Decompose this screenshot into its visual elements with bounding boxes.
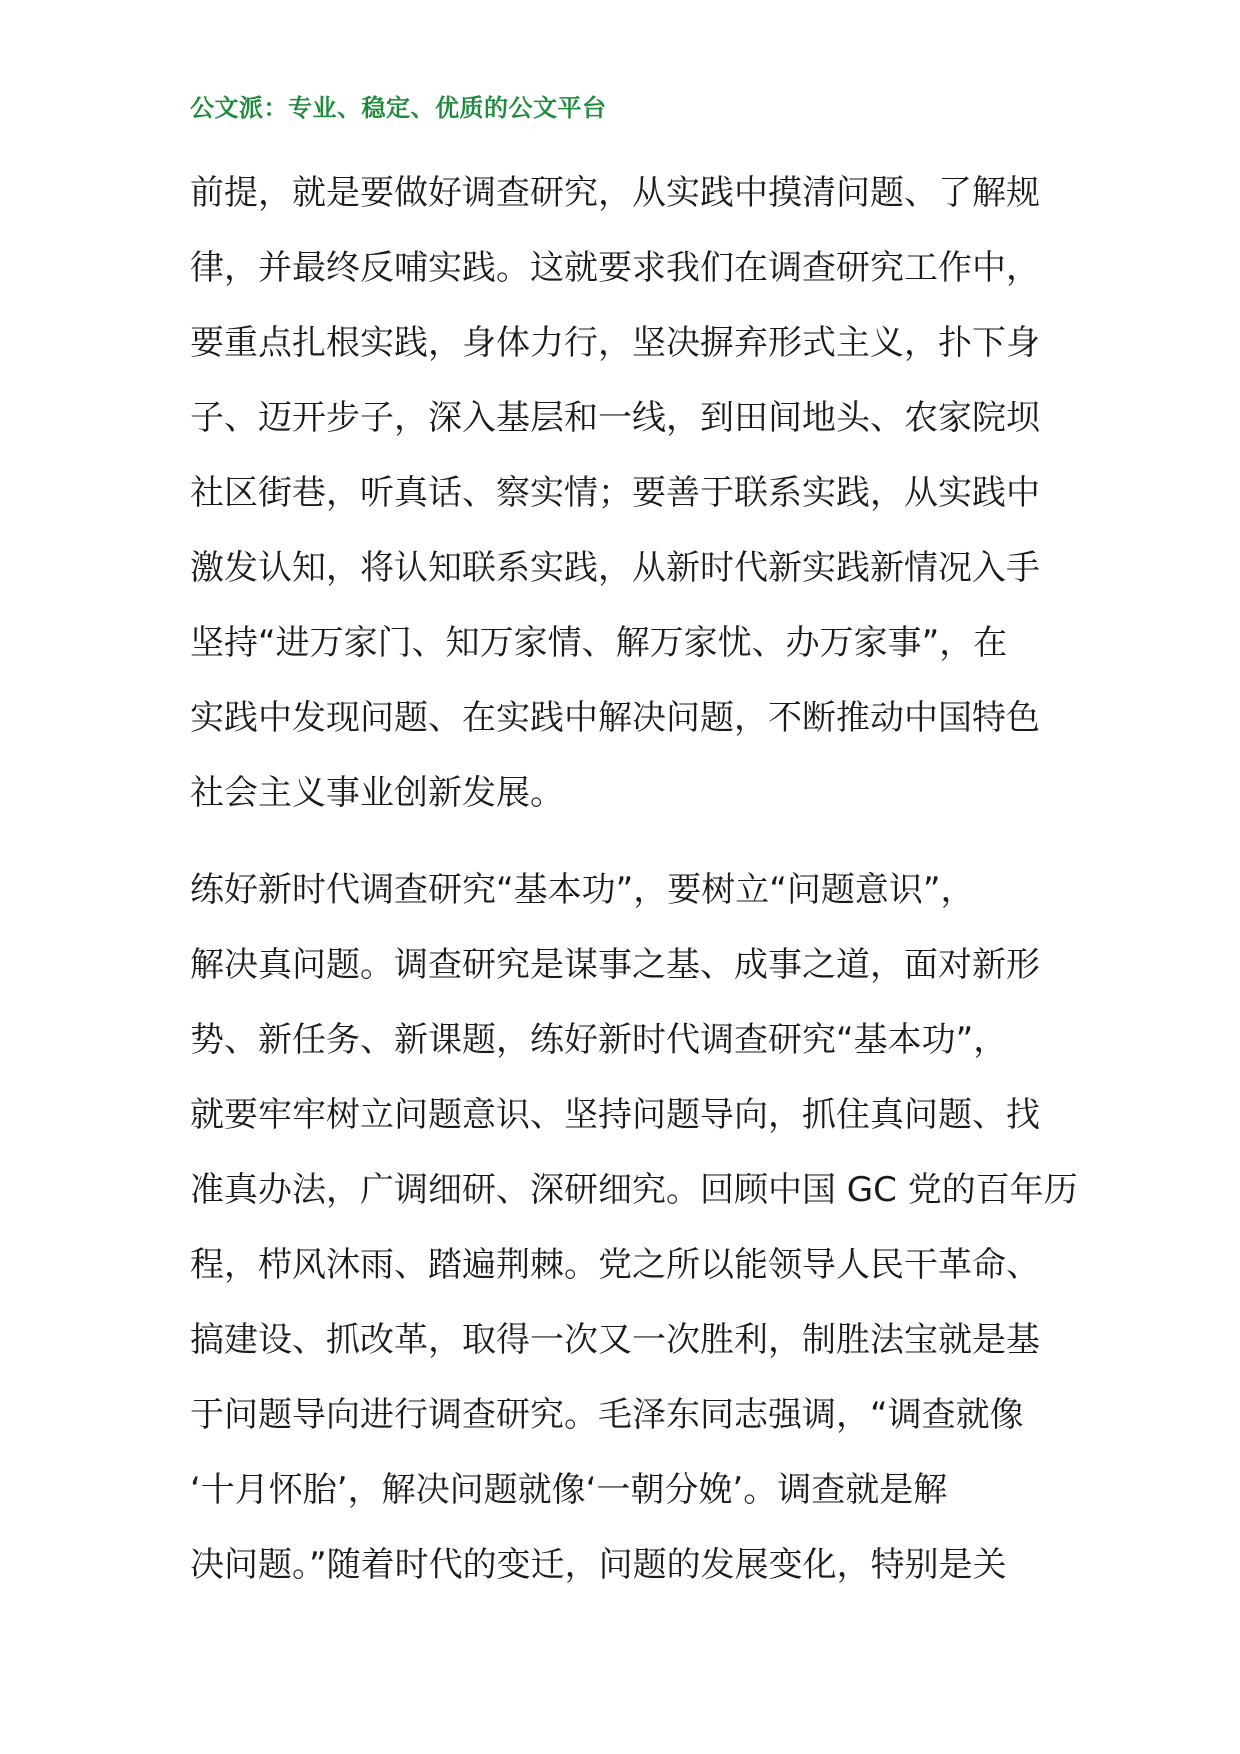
text-line: 坚持“进万家门、知万家情、解万家忧、办万家事”，在 <box>190 623 1008 663</box>
text-line: ‘十月怀胎’，解决问题就像‘一朝分娩’。调查就是解 <box>190 1470 948 1510</box>
text-line: 要重点扎根实践，身体力行，坚决摒弃形式主义，扑下身 <box>190 323 1040 363</box>
text-line: 势、新任务、新课题，练好新时代调查研究“基本功”， <box>190 1020 1008 1060</box>
header-banner: 公文派：专业、稳定、优质的公文平台 <box>190 94 607 122</box>
text-line: 解决真问题。调查研究是谋事之基、成事之道，面对新形 <box>190 945 1040 985</box>
text-line: 子、迈开步子，深入基层和一线，到田间地头、农家院坝 <box>190 398 1040 438</box>
text-line: 社会主义事业创新发展。 <box>190 773 564 813</box>
paragraph <box>190 166 1060 841</box>
text-line: 社区街巷，听真话、察实情；要善于联系实践，从实践中 <box>190 473 1040 513</box>
text-line: 练好新时代调查研究“基本功”，要树立“问题意识”， <box>190 870 975 910</box>
text-line: 程，栉风沐雨、踏遍荆棘。党之所以能领导人民干革命、 <box>190 1245 1040 1285</box>
paragraph <box>190 863 1078 1613</box>
text-line: 就要牢牢树立问题意识、坚持问题导向，抓住真问题、找 <box>190 1095 1040 1135</box>
text-line: 律，并最终反哺实践。这就要求我们在调查研究工作中， <box>190 248 1040 288</box>
text-line: 前提，就是要做好调查研究，从实践中摸清问题、了解规 <box>190 173 1040 213</box>
document-body <box>190 166 1078 1613</box>
text-line: 实践中发现问题、在实践中解决问题，不断推动中国特色 <box>190 698 1040 738</box>
text-line: 于问题导向进行调查研究。毛泽东同志强调，“调查就像 <box>190 1395 1024 1435</box>
text-line: 决问题。”随着时代的变迁，问题的发展变化，特别是关 <box>190 1545 1007 1585</box>
text-line: 激发认知，将认知联系实践，从新时代新实践新情况入手 <box>190 548 1040 588</box>
text-line: 搞建设、抓改革，取得一次又一次胜利，制胜法宝就是基 <box>190 1320 1040 1360</box>
text-line: 准真办法，广调细研、深研细究。回顾中国 GC 党的百年历 <box>190 1170 1078 1210</box>
